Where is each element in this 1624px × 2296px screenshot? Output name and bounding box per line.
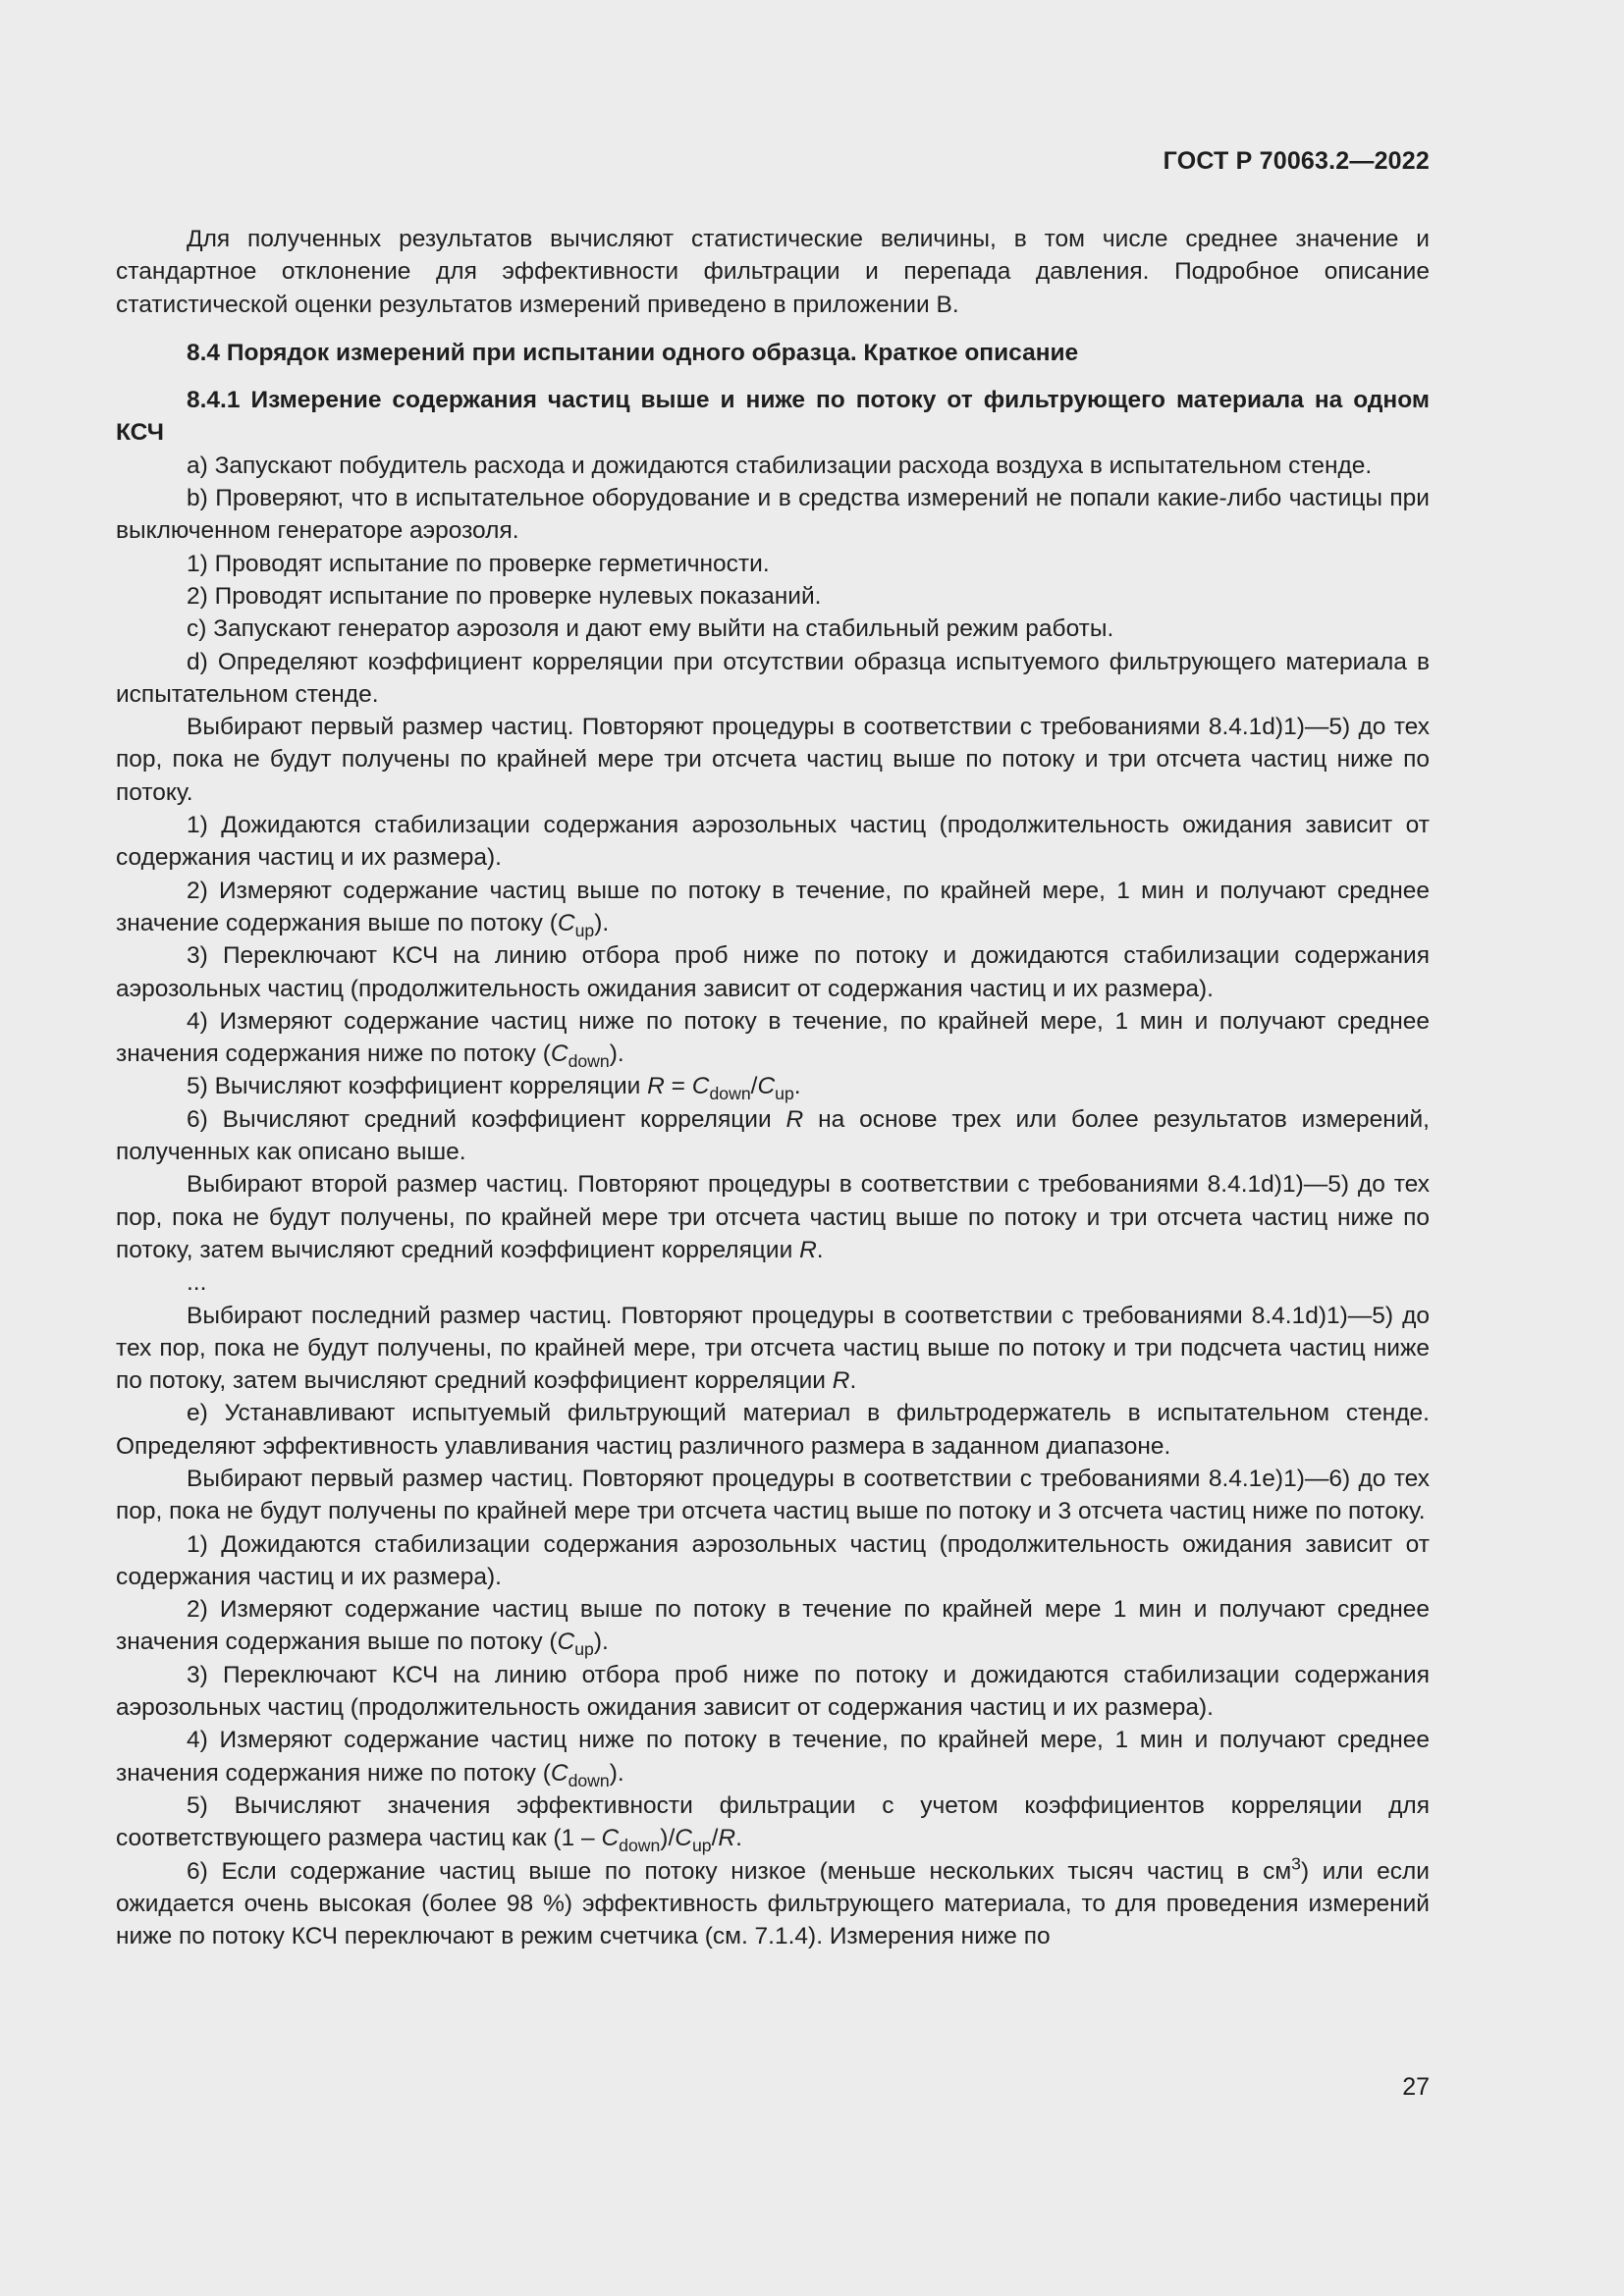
step-d-2: 2) Измеряют содержание частиц выше по потоку в течение, по крайней мере, 1 мин и получают среднее значение содержания выше по потоку $(C_{up})$. [116, 877, 1430, 941]
step-d-1: 1) Дожидаются стабилизации содержания аэрозольных частиц (продолжительность ожидания зависит от содержания частиц и их размера). [116, 812, 1430, 872]
page-number: 27 [1402, 2073, 1430, 2101]
paragraph-first-size-e: Выбирают первый размер частиц. Повторяют процедуры в соответствии с требованиями 8.4.1e)1)—6) до тех пор, пока не будут получены по крайней мере три отсчета частиц выше по потоку и 3 отсчета частиц ниже по потоку. [116, 1465, 1430, 1525]
section-heading-8-4-1: 8.4.1 Измерение содержания частиц выше и ниже по потоку от фильтрующего материала на одном КСЧ [116, 387, 1430, 447]
step-e-2: 2) Измеряют содержание частиц выше по потоку в течение по крайней мере 1 мин и получают среднее значения содержания выше по потоку $(C_{up})$. [116, 1596, 1430, 1660]
step-b-2: 2) Проводят испытание по проверке нулевых показаний. [187, 582, 822, 610]
step-e: e) Устанавливают испытуемый фильтрующий материал в фильтродержатель в испытательном стенде. Определяют эффективность улавливания частиц различного размера в заданном диапазоне. [116, 1400, 1430, 1460]
step-b-1: 1) Проводят испытание по проверке герметичности. [187, 550, 770, 577]
step-e-3: 3) Переключают КСЧ на линию отбора проб ниже по потоку и дожидаются стабилизации содержания аэрозольных частиц (продолжительность ожидания зависит от содержания частиц и их размера). [116, 1661, 1430, 1722]
section-heading-8-4: 8.4 Порядок измерений при испытании одного образца. Краткое описание [187, 339, 1079, 366]
paragraph-first-size: Выбирают первый размер частиц. Повторяют процедуры в соответствии с требованиями 8.4.1d)1)—5) до тех пор, пока не будут получены по крайней мере три отсчета частиц выше по потоку и три отсчета частиц ниже по потоку. [116, 714, 1430, 806]
step-d-6: 6) Вычисляют средний коэффициент корреляции R на основе трех или более результатов измерений, полученных как описано выше. [116, 1105, 1430, 1166]
document-code-header: ГОСТ Р 70063.2—2022 [1163, 147, 1430, 175]
ellipsis: ... [187, 1269, 207, 1297]
paragraph-statistics: Для полученных результатов вычисляют статистические величины, в том числе среднее значение и стандартное отклонение для эффективности фильтрации и перепада давления. Подробное описание статистической оценки результатов измерений приведено в приложении В. [116, 226, 1430, 318]
step-c: c) Запускают генератор аэрозоля и дают ему выйти на стабильный режим работы. [187, 615, 1114, 643]
step-d-3: 3) Переключают КСЧ на линию отбора проб ниже по потоку и дожидаются стабилизации содержания аэрозольных частиц (продолжительность ожидания зависит от содержания частиц и их размера). [116, 942, 1430, 1002]
step-e-5: 5) Вычисляют значения эффективности фильтрации с учетом коэффициентов корреляции для соответствующего размера частиц как $(1 - C_{down})/C_{up}/R$. [116, 1791, 1430, 1856]
step-d-4: 4) Измеряют содержание частиц ниже по потоку в течение, по крайней мере, 1 мин и получают среднее значения содержания ниже по потоку $(C_{down})$. [116, 1007, 1430, 1072]
step-a: a) Запускают побудитель расхода и дожидаются стабилизации расхода воздуха в испытательном стенде. [187, 452, 1373, 479]
paragraph-last-size: Выбирают последний размер частиц. Повторяют процедуры в соответствии с требованиями 8.4.1d)1)—5) до тех пор, пока не будут получены, по крайней мере, три отсчета частиц выше по потоку и три подсчета частиц ниже по потоку, затем вычисляют средний коэффициент корреляции R. [116, 1302, 1430, 1395]
step-e-6: 6) Если содержание частиц выше по потоку низкое (меньше нескольких тысяч частиц в $см^3$) или если ожидается очень высокая (более 98 %) эффективность фильтрующего материала, то для проведения измерений ниже по потоку КСЧ переключают в режим счетчика (см. 7.1.4). Измерения ниже по [116, 1852, 1430, 1950]
step-e-1: 1) Дожидаются стабилизации содержания аэрозольных частиц (продолжительность ожидания зависит от содержания частиц и их размера). [116, 1530, 1430, 1590]
step-e-4: 4) Измеряют содержание частиц ниже по потоку в течение, по крайней мере, 1 мин и получают среднее значения содержания ниже по потоку $(C_{down})$. [116, 1727, 1430, 1790]
step-b: b) Проверяют, что в испытательное оборудование и в средства измерений не попали какие-либо частицы при выключенном генераторе аэрозоля. [116, 485, 1430, 545]
step-d-5: 5) Вычисляют коэффициент корреляции $R = C_{down}/C_{up}$. [187, 1073, 801, 1104]
document-page [116, 0, 1430, 2296]
document-body [116, 223, 1430, 1952]
step-d: d) Определяют коэффициент корреляции при отсутствии образца испытуемого фильтрующего материала в испытательном стенде. [116, 648, 1430, 708]
paragraph-second-size: Выбирают второй размер частиц. Повторяют процедуры в соответствии с требованиями 8.4.1d)1)—5) до тех пор, пока не будут получены, по крайней мере три отсчета частиц выше по потоку и три отсчета частиц ниже по потоку, затем вычисляют средний коэффициент корреляции R. [116, 1171, 1430, 1263]
